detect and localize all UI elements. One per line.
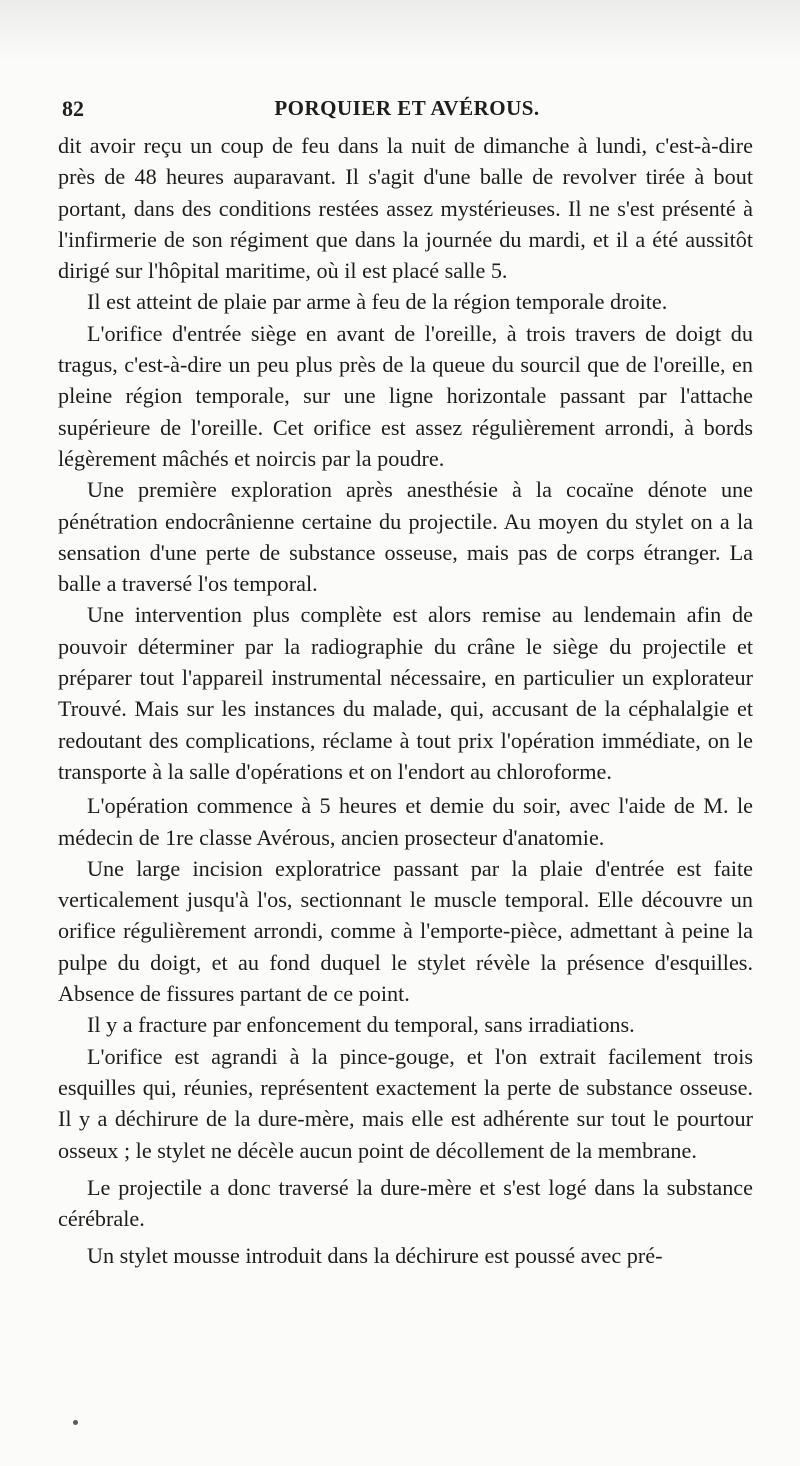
paragraph-first-exploration: Une première exploration après anesthésie à la cocaïne dénote une pénétration endocrânienne certaine du projectile. Au moyen du stylet on a la sensation d'une perte de substance osseuse, mais pas de corps étranger. La balle a traversé l'os temporal. bbox=[58, 477, 753, 597]
paragraph-stylet: Un stylet mousse introduit dans la déchirure est poussé avec pré- bbox=[87, 1243, 663, 1269]
body-text bbox=[58, 130, 753, 1272]
paragraph-incision: Une large incision exploratrice passant par la plaie d'entrée est faite verticalement jusqu'à l'os, sectionnant le muscle temporal. Elle découvre un orifice régulièrement arrondi, comme à l'emporte-pièce, admettant à peine la pulpe du doigt, et au fond duquel le stylet révèle la présence d'esquilles. Absence de fissures partant de ce point. bbox=[58, 855, 753, 1007]
paragraph-diagnosis: Il est atteint de plaie par arme à feu de la région temporale droite. bbox=[87, 289, 668, 315]
page-header bbox=[62, 96, 752, 126]
paragraph-continuation: dit avoir reçu un coup de feu dans la nuit de dimanche à lundi, c'est-à-dire près de 48 heures auparavant. Il s'agit d'une balle de revolver tirée à bout portant, dans des conditions restées assez mystérieuses. Il ne s'est présenté à l'infirmerie de son régiment que dans la journée du mardi, et il a été aussitôt dirigé sur l'hôpital maritime, où il est placé salle 5. bbox=[58, 133, 753, 284]
paragraph-fracture: Il y a fracture par enfoncement du temporal, sans irradiations. bbox=[87, 1012, 635, 1038]
paragraph-operation-start: L'opération commence à 5 heures et demie du soir, avec l'aide de M. le médecin de 1re classe Avérous, ancien prosecteur d'anatomie. bbox=[58, 793, 753, 850]
paragraph-projectile: Le projectile a donc traversé la dure-mère et s'est logé dans la substance cérébrale. bbox=[58, 1174, 753, 1232]
paragraph-orifice-enlarged: L'orifice est agrandi à la pince-gouge, et l'on extrait facilement trois esquilles qui, réunies, représentent exactement la perte de substance osseuse. Il y a déchirure de la dure-mère, mais elle est adhérente sur tout le pourtour osseux ; le stylet ne décèle aucun point de décollement de la membrane. bbox=[58, 1043, 753, 1163]
page-number: 82 bbox=[62, 96, 84, 121]
print-speck bbox=[73, 1420, 78, 1425]
paragraph-entry-wound: L'orifice d'entrée siège en avant de l'oreille, à trois travers de doigt du tragus, c'est-à-dire un peu plus près de la queue du sourcil que de l'oreille, en pleine région temporale, sur une ligne horizontale passant par l'attache supérieure de l'oreille. Cet orifice est assez régulièrement arrondi, à bords légèrement mâchés et noircis par la poudre. bbox=[58, 320, 753, 471]
paragraph-intervention: Une intervention plus complète est alors remise au lendemain afin de pouvoir déterminer par la radiographie du crâne le siège du projectile et préparer tout l'appareil instrumental nécessaire, en particulier un explorateur Trouvé. Mais sur les instances du malade, qui, accusant de la céphalalgie et redoutant des complications, réclame à tout prix l'opération immédiate, on le transporte à la salle d'opérations et on l'endort au chloroforme. bbox=[58, 602, 753, 784]
page-edge-shading bbox=[0, 0, 800, 60]
running-head: PORQUIER ET AVÉROUS. bbox=[274, 96, 540, 120]
